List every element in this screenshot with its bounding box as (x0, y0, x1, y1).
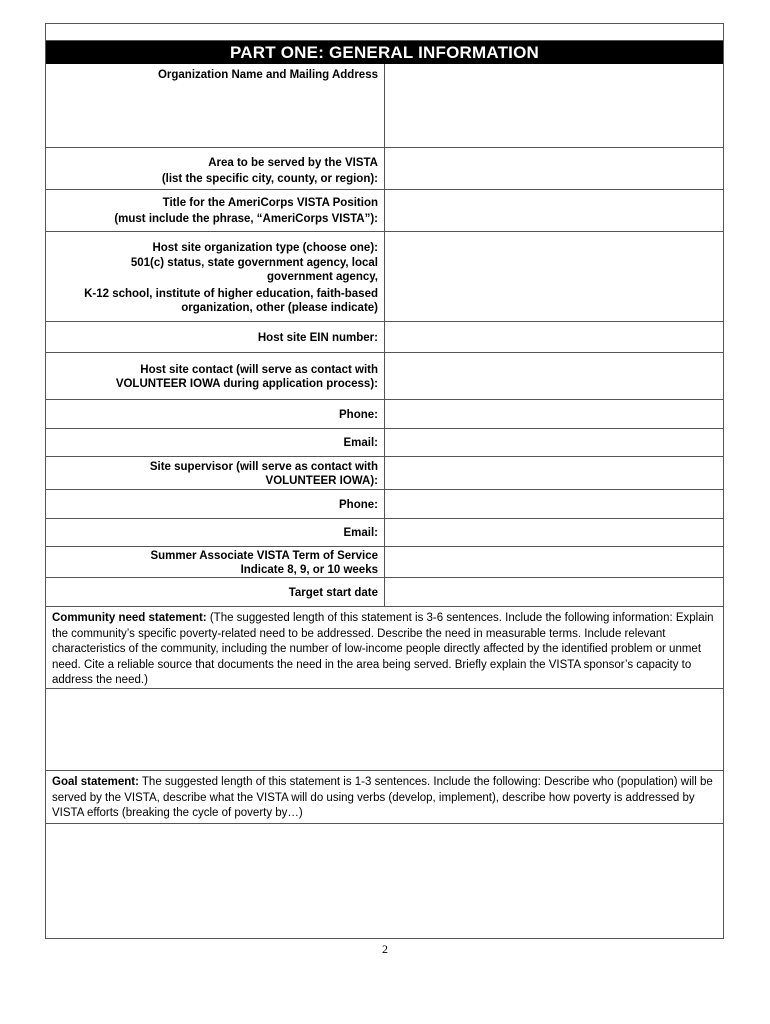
term-of-service-label (46, 547, 385, 577)
supervisor-email-label-line-1: Email: (343, 527, 378, 539)
area-label (46, 148, 385, 189)
contact-phone-label-line-1: Phone: (339, 408, 378, 421)
goal-text: The suggested length of this statement is 1-3 sentences. Include the following: Describe who (population) will be served by the VISTA, describe what the VISTA will do using verbs (develop, implement), describe how poverty is addressed by VISTA efforts (breaking the cycle of poverty by…) (52, 776, 713, 819)
org-type-label-line-3: K-12 school, institute of higher education, faith-based organization, other (please indicate) (84, 287, 378, 314)
contact-phone-field[interactable] (385, 400, 723, 428)
host-contact-label-line-2: VOLUNTEER IOWA during application process): (115, 377, 378, 390)
ein-field[interactable] (385, 322, 723, 352)
community-need-text: (The suggested length of this statement is 3-6 sentences. Include the following information: Explain the community’s specific poverty-related need to be addressed. Describe the need in measurable terms. Include relevant characteristics of the community, including the number of low-income people directly affected by the identified problem or unmet need. Cite a reliable source that documents the need in the area being served. Briefly explain the VISTA sponsor’s capacity to address the need.) (52, 612, 714, 686)
area-label-line-2: (list the specific city, county, or region): (161, 173, 378, 185)
org-type-label-line-1: Host site organization type (choose one): (152, 241, 378, 254)
supervisor-email-label (46, 519, 385, 546)
position-title-row (46, 190, 723, 232)
area-row (46, 148, 723, 190)
org-type-label-line-2: 501(c) status, state government agency, local government agency, (130, 256, 378, 283)
area-label-line-1: Area to be served by the VISTA (208, 157, 378, 169)
supervisor-email-field[interactable] (385, 519, 723, 546)
contact-email-field[interactable] (385, 429, 723, 456)
contact-email-label (46, 429, 385, 456)
host-contact-label-line-1: Host site contact (will serve as contact with (140, 363, 378, 376)
site-supervisor-label-line-1: Site supervisor (will serve as contact with (149, 460, 378, 473)
contact-phone-label (46, 400, 385, 428)
term-of-service-label-line-2: Indicate 8, 9, or 10 weeks (240, 563, 378, 576)
supervisor-phone-label-line-1: Phone: (339, 498, 378, 511)
position-title-label-line-1: Title for the AmeriCorps VISTA Position (162, 197, 378, 209)
goal-instructions (46, 771, 723, 824)
site-supervisor-label-line-2: VOLUNTEER IOWA): (265, 474, 378, 487)
host-contact-row (46, 353, 723, 400)
host-contact-field[interactable] (385, 353, 723, 399)
start-date-field[interactable] (385, 578, 723, 606)
org-name-row (46, 64, 723, 148)
position-title-label (46, 190, 385, 231)
position-title-label-line-2: (must include the phrase, “AmeriCorps VISTA”): (114, 213, 378, 225)
org-name-label-line-1: Organization Name and Mailing Address (157, 69, 378, 81)
community-need-heading: Community need statement: (52, 612, 207, 624)
org-name-label (46, 64, 385, 147)
term-of-service-label-line-1: Summer Associate VISTA Term of Service (150, 549, 378, 562)
form-top-strip (46, 24, 723, 41)
contact-email-label-line-1: Email: (343, 437, 378, 449)
start-date-label-line-1: Target start date (288, 586, 378, 599)
part-title: PART ONE: GENERAL INFORMATION (46, 41, 723, 64)
org-name-field[interactable] (385, 64, 723, 147)
host-contact-label (46, 353, 385, 399)
site-supervisor-field[interactable] (385, 457, 723, 489)
start-date-row (46, 578, 723, 607)
supervisor-phone-label (46, 490, 385, 518)
supervisor-phone-row (46, 490, 723, 519)
org-type-label (46, 232, 385, 321)
start-date-label (46, 578, 385, 606)
ein-label-line-1: Host site EIN number: (257, 331, 378, 344)
term-of-service-row (46, 547, 723, 578)
general-information-form (45, 23, 724, 939)
ein-row (46, 322, 723, 353)
community-need-answer[interactable] (46, 689, 723, 771)
ein-label (46, 322, 385, 352)
term-of-service-field[interactable] (385, 547, 723, 577)
goal-heading: Goal statement: (52, 776, 139, 788)
supervisor-phone-field[interactable] (385, 490, 723, 518)
contact-email-row (46, 429, 723, 457)
site-supervisor-label (46, 457, 385, 489)
org-type-field[interactable] (385, 232, 723, 321)
position-title-field[interactable] (385, 190, 723, 231)
area-field[interactable] (385, 148, 723, 189)
org-type-row (46, 232, 723, 322)
goal-answer[interactable] (46, 824, 723, 941)
contact-phone-row (46, 400, 723, 429)
site-supervisor-row (46, 457, 723, 490)
page-number: 2 (382, 942, 388, 956)
community-need-instructions (46, 607, 723, 689)
supervisor-email-row (46, 519, 723, 547)
